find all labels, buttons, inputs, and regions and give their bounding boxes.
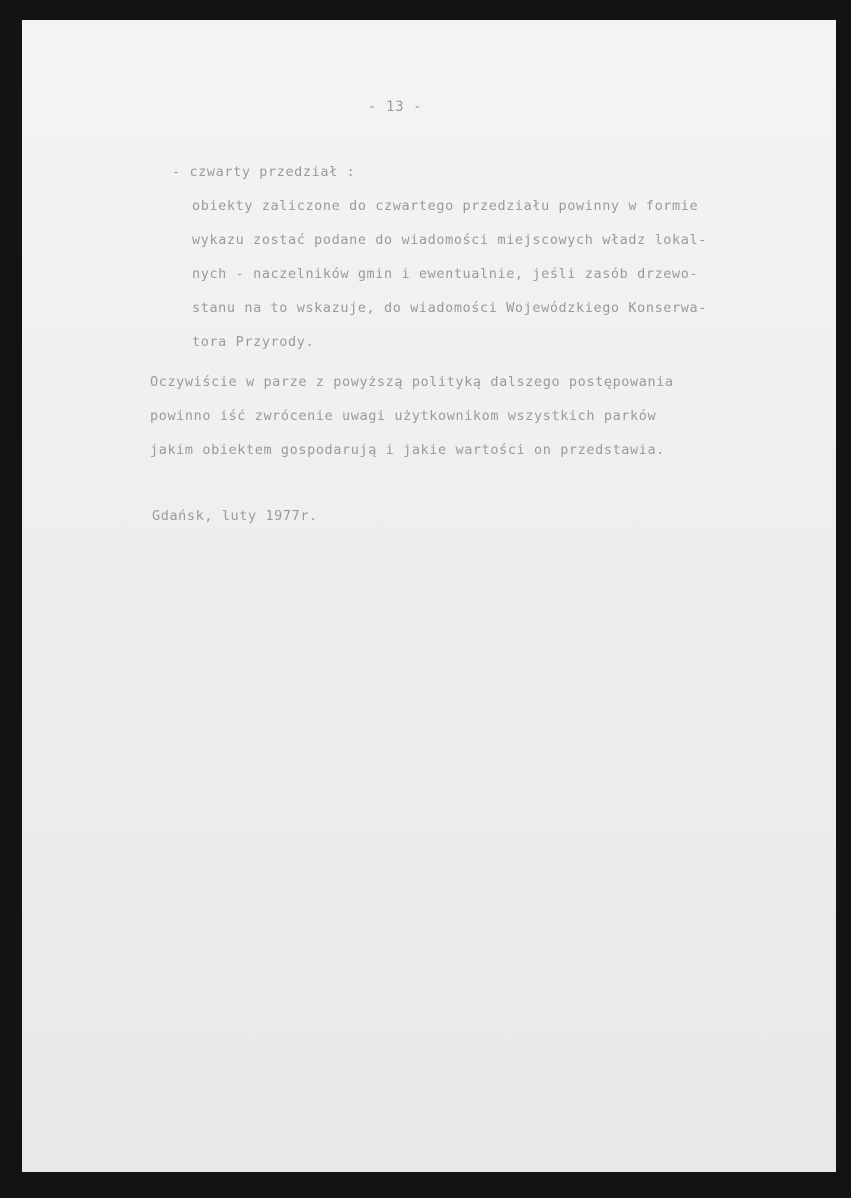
paragraph2-line: jakim obiektem gospodarują i jakie wartości on przedstawia. [150, 442, 665, 458]
paragraph1-line: nych - naczelników gmin i ewentualnie, jeśli zasób drzewo- [192, 266, 699, 282]
place-and-date: Gdańsk, luty 1977r. [152, 508, 318, 524]
paragraph1-line: tora Przyrody. [192, 334, 315, 350]
page-number: - 13 - [368, 99, 423, 115]
paragraph1-line: obiekty zaliczone do czwartego przedziału powinny w formie [192, 198, 699, 214]
paragraph1-line: stanu na to wskazuje, do wiadomości Wojewódzkiego Konserwa- [192, 300, 707, 316]
section-heading: - czwarty przedział : [172, 164, 356, 180]
paragraph1-line: wykazu zostać podane do wiadomości miejscowych władz lokal- [192, 232, 707, 248]
paragraph2-line: Oczywiście w parze z powyższą polityką dalszego postępowania [150, 374, 674, 390]
paragraph2-line: powinno iść zwrócenie uwagi użytkownikom wszystkich parków [150, 408, 657, 424]
